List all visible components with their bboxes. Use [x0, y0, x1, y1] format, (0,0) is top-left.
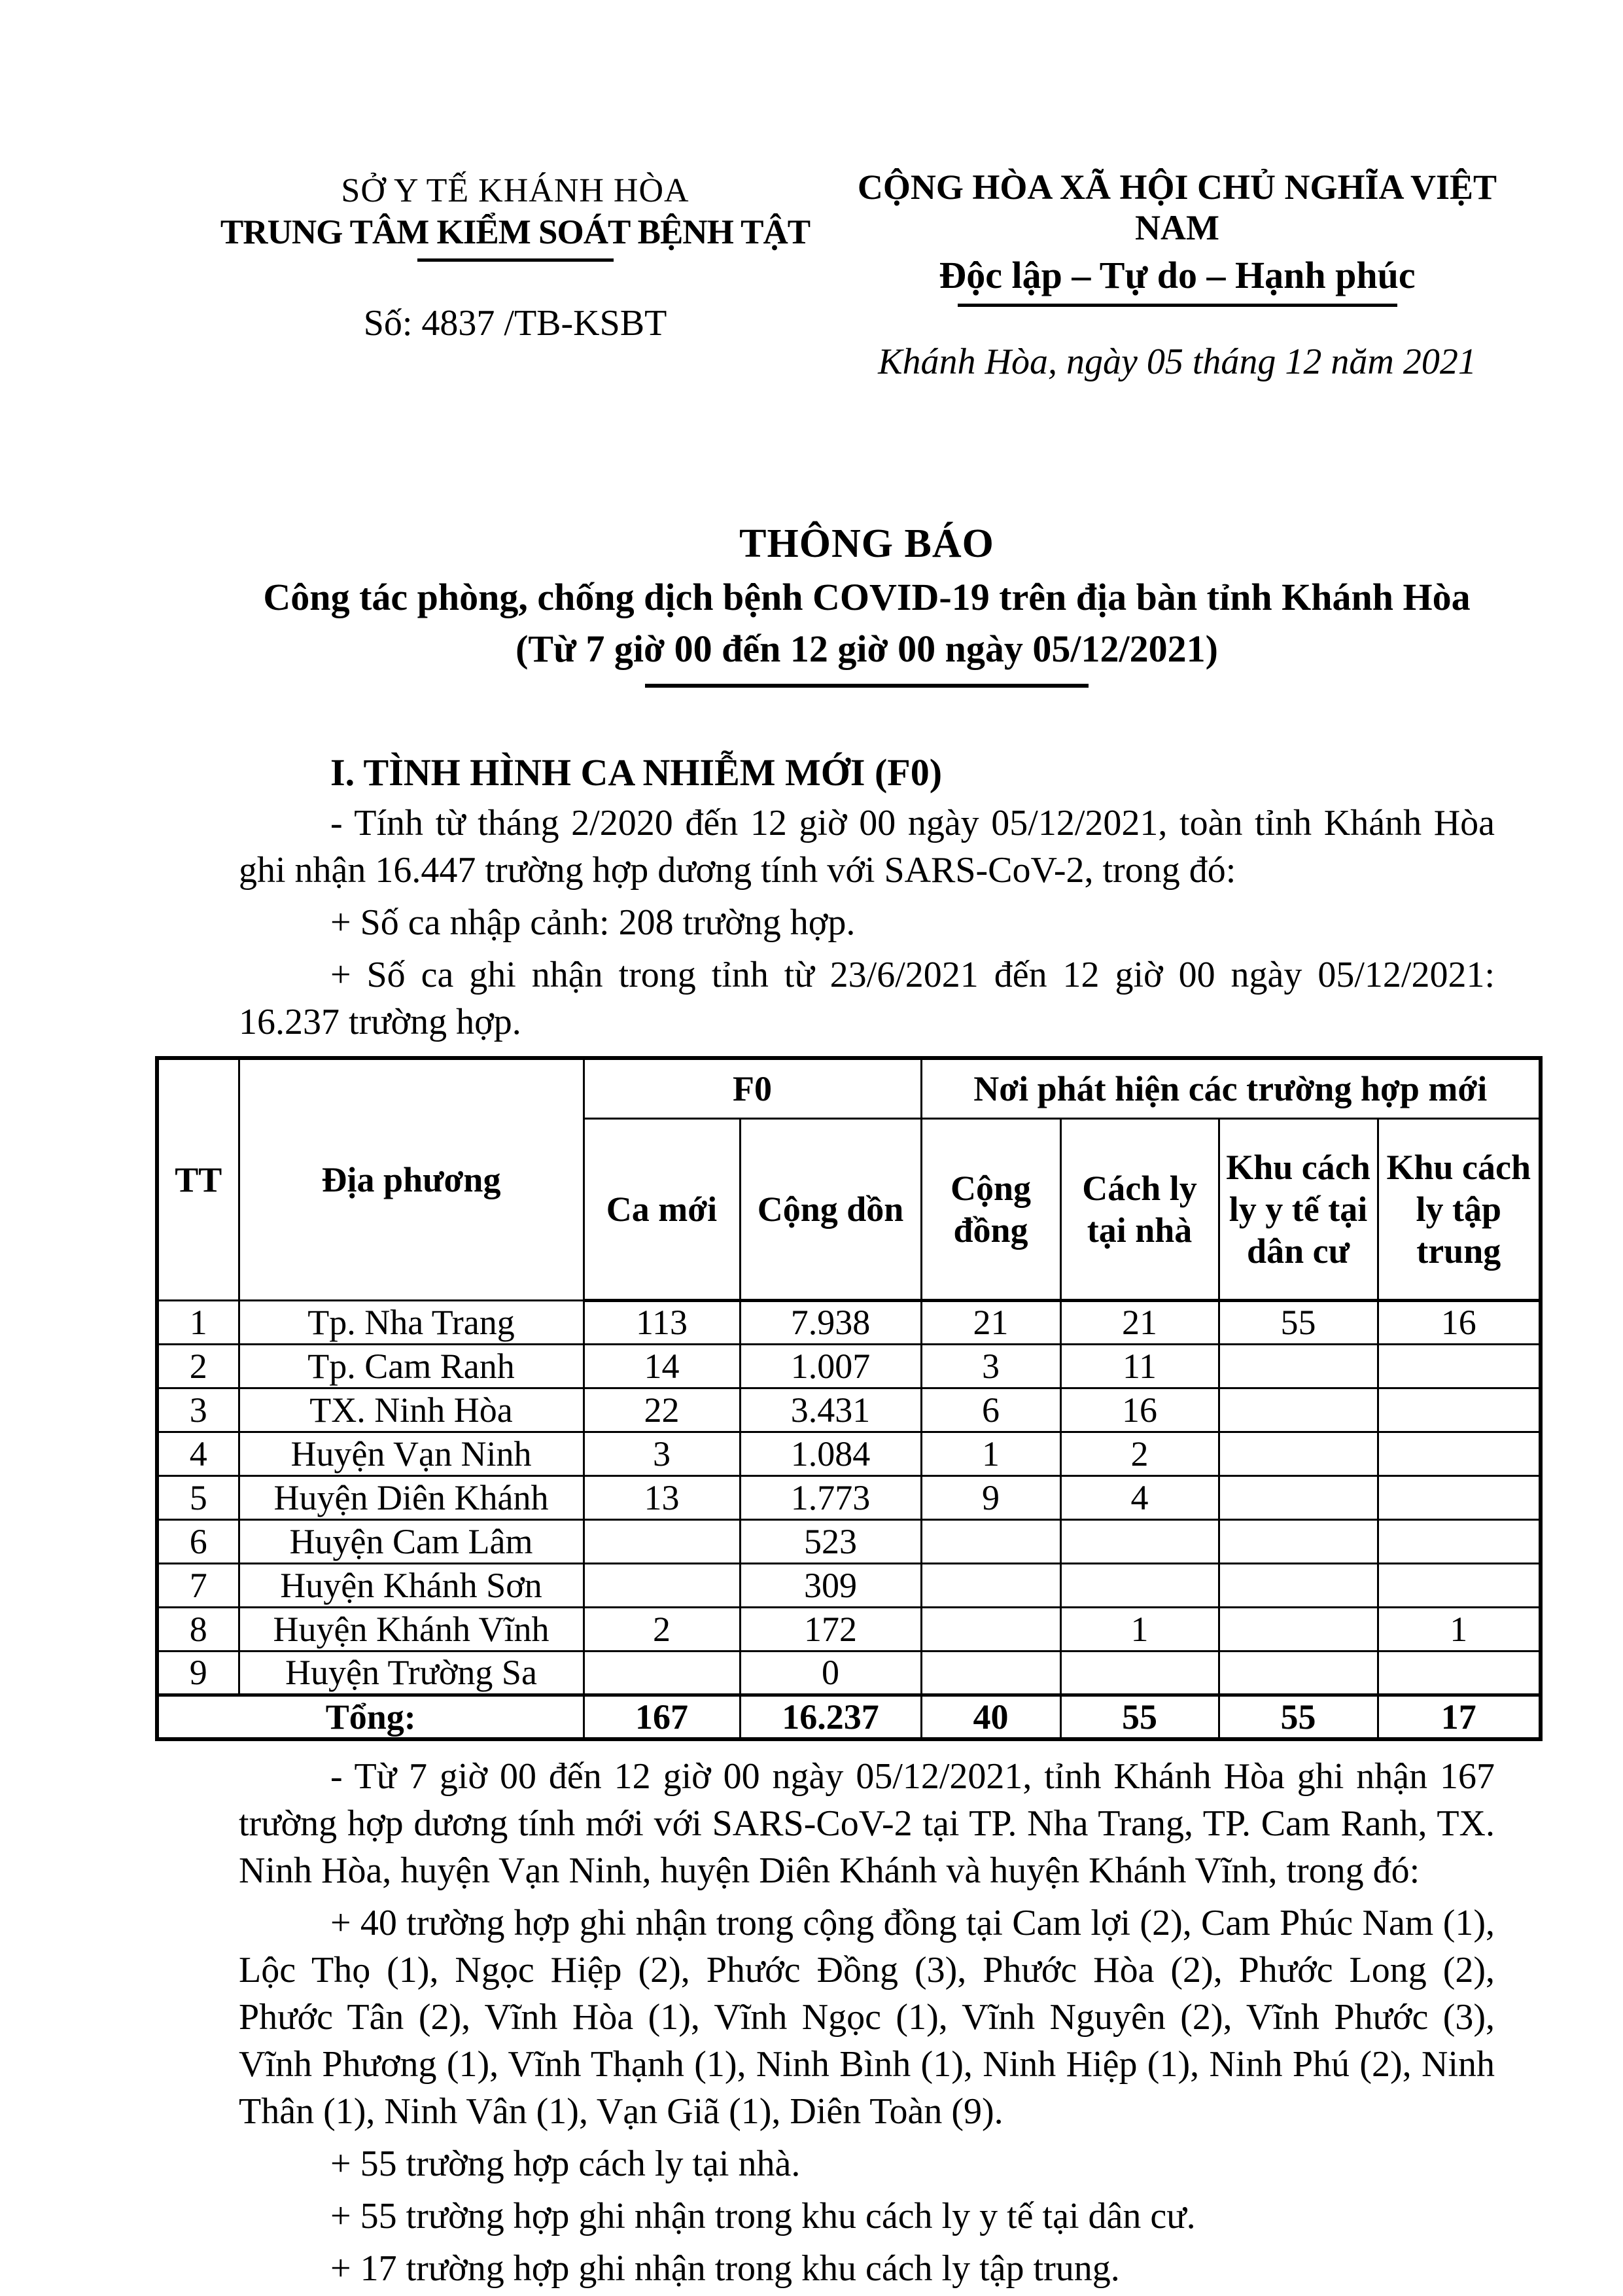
cell-community: 21 — [921, 1300, 1060, 1344]
table-row — [157, 1475, 1541, 1519]
country-name: CỘNG HÒA XÃ HỘI CHỦ NGHĨA VIỆT NAM — [857, 168, 1497, 247]
agency-underline — [417, 258, 614, 262]
cell-tt: 7 — [157, 1563, 239, 1607]
document-number: Số: 4837 /TB-KSBT — [363, 303, 667, 344]
cell-new: 3 — [584, 1432, 740, 1475]
paragraph-community-cases-detail: + 40 trường hợp ghi nhận trong cộng đồng tại Cam lợi (2), Cam Phúc Nam (1), Lộc Thọ (1), Ngọc Hiệp (2), Phước Đồng (3), Phước Hòa (2), Phước Long (2), Phước Tân (2), Vĩnh Hòa (1), Vĩnh Ngọc (1), Vĩnh Nguyên (2), Vĩnh Phước (3), Vĩnh Phương (1), Vĩnh Thạnh (1), Ninh Bình (1), Ninh Hiệp (1), Ninh Phú (2), Ninh Thân (1), Ninh Vân (1), Vạn Giã (1), Diên Toàn (9). — [239, 1902, 1495, 2132]
col-header-location: Địa phương — [239, 1058, 584, 1300]
paragraph-total-cases: - Tính từ tháng 2/2020 đến 12 giờ 00 ngày 05/12/2021, toàn tỉnh Khánh Hòa ghi nhận 16.447 trường hợp dương tính với SARS-CoV-2, trong đó: — [239, 803, 1495, 891]
national-motto-block — [826, 167, 1529, 383]
table-row — [157, 1432, 1541, 1475]
paragraph-home-quarantine-cases: + 55 trường hợp cách ly tại nhà. — [330, 2143, 801, 2184]
cell-home — [1060, 1519, 1219, 1563]
total-new: 167 — [584, 1695, 740, 1739]
cell-location: Huyện Vạn Ninh — [239, 1432, 584, 1475]
cell-community: 9 — [921, 1475, 1060, 1519]
cell-tt: 1 — [157, 1300, 239, 1344]
table-total-row — [157, 1695, 1541, 1739]
table-row — [157, 1651, 1541, 1695]
cell-medical — [1219, 1607, 1378, 1651]
document-subtitle-period: (Từ 7 giờ 00 đến 12 giờ 00 ngày 05/12/2021) — [515, 627, 1218, 670]
national-motto: Độc lập – Tự do – Hạnh phúc — [939, 254, 1416, 296]
cell-community: 1 — [921, 1432, 1060, 1475]
total-label: Tổng: — [157, 1695, 584, 1739]
total-medical: 55 — [1219, 1695, 1378, 1739]
cell-central — [1378, 1563, 1541, 1607]
cell-tt: 3 — [157, 1388, 239, 1432]
place-date-line: Khánh Hòa, ngày 05 tháng 12 năm 2021 — [878, 342, 1476, 382]
cell-new: 113 — [584, 1300, 740, 1344]
cell-medical — [1219, 1563, 1378, 1607]
cell-location: Huyện Khánh Vĩnh — [239, 1607, 584, 1651]
cell-home: 1 — [1060, 1607, 1219, 1651]
total-central: 17 — [1378, 1695, 1541, 1739]
col-group-f0: F0 — [584, 1058, 921, 1118]
cell-tt: 8 — [157, 1607, 239, 1651]
total-cumulative: 16.237 — [740, 1695, 921, 1739]
title-underline — [645, 684, 1089, 688]
cell-medical: 55 — [1219, 1300, 1378, 1344]
cell-medical — [1219, 1651, 1378, 1695]
table-row — [157, 1607, 1541, 1651]
document-title: THÔNG BÁO — [739, 521, 994, 566]
agency-name: TRUNG TÂM KIỂM SOÁT BỆNH TẬT — [220, 213, 811, 251]
cell-tt: 2 — [157, 1344, 239, 1388]
cell-location: Huyện Trường Sa — [239, 1651, 584, 1695]
cell-community: 3 — [921, 1344, 1060, 1388]
table-row — [157, 1388, 1541, 1432]
document-subtitle: Công tác phòng, chống dịch bệnh COVID-19 trên địa bàn tỉnh Khánh Hòa — [263, 576, 1471, 618]
cell-cumulative: 3.431 — [740, 1388, 921, 1432]
cell-tt: 6 — [157, 1519, 239, 1563]
after-table-text — [239, 1753, 1495, 2292]
cell-central — [1378, 1475, 1541, 1519]
cell-community: 6 — [921, 1388, 1060, 1432]
document-header — [0, 0, 1623, 458]
cell-medical — [1219, 1432, 1378, 1475]
cell-cumulative: 1.084 — [740, 1432, 921, 1475]
cell-central: 1 — [1378, 1607, 1541, 1651]
cell-home: 16 — [1060, 1388, 1219, 1432]
cell-home: 4 — [1060, 1475, 1219, 1519]
cell-community — [921, 1519, 1060, 1563]
paragraph-domestic-cases: + Số ca ghi nhận trong tỉnh từ 23/6/2021 đến 12 giờ 00 ngày 05/12/2021: 16.237 trường hợp. — [239, 955, 1495, 1042]
cell-central — [1378, 1388, 1541, 1432]
table-row — [157, 1300, 1541, 1344]
paragraph-new-cases-summary: - Từ 7 giờ 00 đến 12 giờ 00 ngày 05/12/2021, tỉnh Khánh Hòa ghi nhận 167 trường hợp dương tính mới với SARS-CoV-2 tại TP. Nha Trang, TP. Cam Ranh, TX. Ninh Hòa, huyện Vạn Ninh, huyện Diên Khánh và huyện Khánh Vĩnh, trong đó: — [239, 1756, 1495, 1891]
cell-central: 16 — [1378, 1300, 1541, 1344]
cell-central — [1378, 1344, 1541, 1388]
total-home: 55 — [1060, 1695, 1219, 1739]
col-header-central-quarantine: Khu cách ly tập trung — [1378, 1118, 1541, 1300]
issuing-agency-block — [154, 171, 877, 344]
cell-central — [1378, 1432, 1541, 1475]
col-header-tt: TT — [157, 1058, 239, 1300]
cell-cumulative: 0 — [740, 1651, 921, 1695]
cell-central — [1378, 1651, 1541, 1695]
cell-cumulative: 1.007 — [740, 1344, 921, 1388]
cell-new: 2 — [584, 1607, 740, 1651]
cell-location: Huyện Khánh Sơn — [239, 1563, 584, 1607]
col-header-new-cases: Ca mới — [584, 1118, 740, 1300]
col-header-cumulative: Cộng dồn — [740, 1118, 921, 1300]
paragraph-medical-quarantine-cases: + 55 trường hợp ghi nhận trong khu cách ly y tế tại dân cư. — [330, 2195, 1196, 2236]
table-header-group-row — [157, 1058, 1541, 1118]
cell-medical — [1219, 1344, 1378, 1388]
cell-cumulative: 309 — [740, 1563, 921, 1607]
cell-community — [921, 1651, 1060, 1695]
title-block — [239, 521, 1495, 688]
cell-cumulative: 1.773 — [740, 1475, 921, 1519]
cell-home: 21 — [1060, 1300, 1219, 1344]
cell-home — [1060, 1563, 1219, 1607]
cell-new — [584, 1651, 740, 1695]
col-group-detection-place: Nơi phát hiện các trường hợp mới — [921, 1058, 1541, 1118]
paragraph-central-quarantine-cases: + 17 trường hợp ghi nhận trong khu cách ly tập trung. — [330, 2248, 1120, 2289]
cell-cumulative: 172 — [740, 1607, 921, 1651]
cell-location: Tp. Nha Trang — [239, 1300, 584, 1344]
cell-new — [584, 1563, 740, 1607]
cell-community — [921, 1563, 1060, 1607]
cell-new: 22 — [584, 1388, 740, 1432]
cell-home: 2 — [1060, 1432, 1219, 1475]
cell-tt: 9 — [157, 1651, 239, 1695]
cell-new: 14 — [584, 1344, 740, 1388]
col-header-medical-quarantine: Khu cách ly y tế tại dân cư — [1219, 1118, 1378, 1300]
cell-location: TX. Ninh Hòa — [239, 1388, 584, 1432]
agency-parent-name: SỞ Y TẾ KHÁNH HÒA — [341, 172, 689, 209]
section-1-heading: I. TÌNH HÌNH CA NHIỄM MỚI (F0) — [330, 751, 943, 794]
cell-cumulative: 7.938 — [740, 1300, 921, 1344]
cell-location: Huyện Cam Lâm — [239, 1519, 584, 1563]
cell-medical — [1219, 1519, 1378, 1563]
cell-location: Tp. Cam Ranh — [239, 1344, 584, 1388]
covid-cases-table — [155, 1056, 1543, 1741]
cell-cumulative: 523 — [740, 1519, 921, 1563]
cell-tt: 5 — [157, 1475, 239, 1519]
cell-tt: 4 — [157, 1432, 239, 1475]
paragraph-imported-cases: + Số ca nhập cảnh: 208 trường hợp. — [330, 902, 856, 943]
col-header-home-quarantine: Cách ly tại nhà — [1060, 1118, 1219, 1300]
table-row — [157, 1344, 1541, 1388]
cell-new: 13 — [584, 1475, 740, 1519]
cell-community — [921, 1607, 1060, 1651]
cell-new — [584, 1519, 740, 1563]
total-community: 40 — [921, 1695, 1060, 1739]
col-header-community: Cộng đồng — [921, 1118, 1060, 1300]
cell-central — [1378, 1519, 1541, 1563]
cell-medical — [1219, 1388, 1378, 1432]
cell-medical — [1219, 1475, 1378, 1519]
table-row — [157, 1519, 1541, 1563]
cell-home: 11 — [1060, 1344, 1219, 1388]
table-row — [157, 1563, 1541, 1607]
motto-underline — [958, 304, 1397, 307]
cell-home — [1060, 1651, 1219, 1695]
cell-location: Huyện Diên Khánh — [239, 1475, 584, 1519]
document-body — [175, 751, 1531, 2292]
